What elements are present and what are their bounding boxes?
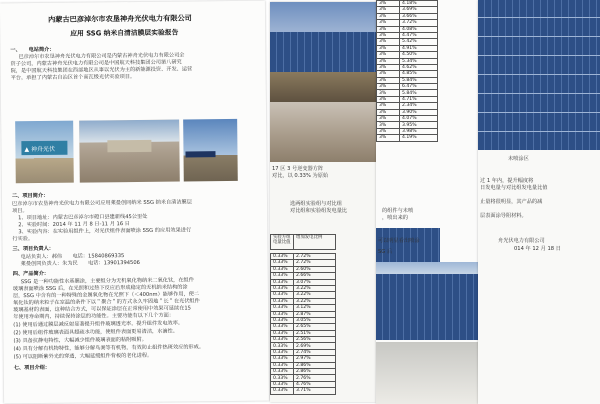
section2-line: 项目。 — [12, 208, 28, 215]
panel-closeup-photo — [478, 0, 600, 150]
increase-cell: 2.86% — [294, 362, 336, 368]
ratio-cell: 0.33% — [271, 279, 294, 285]
section4-line: (2) 使用后组件玻璃表面具超疏水功能，使组件表面更易清洁，水滴性。 — [13, 328, 179, 337]
table-header-cell: 实验方组电量比值 — [271, 235, 294, 250]
ratio-cell: 0.33% — [271, 330, 294, 336]
section4-line: 层，SSG 中含有的一种特殊的金属氧化物在光照下（＜400nm）能够作用，使二 — [12, 291, 200, 300]
signature-company: 舟光伏电力有限公司 — [498, 238, 545, 244]
section4-line: (1) 使用后通过膜层减反射显著提升组件玻璃透光率，提升组件发电效率。 — [13, 320, 184, 329]
ratio-cell: 3% — [377, 13, 400, 19]
section2-line: 2、实验时间：2014 年 11 月 8 日-11 月 16 日 — [18, 221, 130, 229]
ratio-cell: 3% — [377, 64, 400, 70]
increase-cell: 4.07% — [400, 116, 438, 122]
increase-cell: 3.90% — [400, 109, 438, 115]
increase-cell: 4.62% — [400, 64, 438, 70]
ratio-cell: 3% — [377, 7, 400, 13]
increase-cell: 4.08% — [400, 26, 438, 32]
compare-line: 选两组实验组与对比组 — [290, 201, 342, 207]
increase-cell: 2.72% — [294, 254, 336, 260]
coating-photo-3 — [376, 342, 478, 404]
report-page-3 — [376, 0, 478, 404]
section1-line: 院，是中国航天科技集团在西部地区从事以光伏为主的新能源投资、开发、运营 — [10, 66, 193, 75]
section4-line: (5) 可以阻断紫外光的穿透，大幅延缓组件背板的老化进程。 — [13, 352, 153, 361]
increase-cell: 3.22% — [294, 285, 336, 291]
section-heading: 七、项目介绍： — [13, 364, 51, 372]
fragment-line: 对比，以 0.33% 为原始 — [272, 173, 329, 179]
section2-line: 1、项目地址：内蒙古巴彦淖尔市磴口县建新线45公里处 — [18, 213, 148, 222]
fragment-line: 17 区 3 号逆变器方阵 — [272, 166, 324, 172]
increase-cell: 4.91% — [400, 45, 438, 51]
note-line: 过 1 年内，提升幅度将 — [480, 178, 534, 184]
section1-line: 资子公司，内蒙古神舟光伏电力有限公司是中国航天科技集团公司第八研究 — [10, 59, 182, 68]
increase-cell: 4.76% — [294, 381, 336, 387]
contact-line: 电站负责人：郝伟 电话：15840869335 — [20, 253, 125, 261]
increase-cell: 4.19% — [400, 135, 438, 141]
panel-photo-top — [270, 2, 376, 102]
caption-line: 的组件与未喷 — [382, 208, 414, 214]
ratio-cell: 0.33% — [271, 292, 294, 298]
ratio-cell: 0.33% — [271, 356, 294, 362]
ratio-cell: 3% — [377, 116, 400, 122]
increase-cell: 3.12% — [294, 305, 336, 311]
increase-cell: 4.85% — [400, 71, 438, 77]
caption-line: 可以明显看出喷涂 — [378, 238, 420, 244]
ratio-cell: 0.33% — [271, 324, 294, 330]
ratio-cell: 3% — [377, 32, 400, 38]
caption-line: SG 后 — [378, 249, 393, 255]
section3-heading: 三、项目负责人： — [12, 245, 55, 253]
ratio-cell: 0.33% — [271, 362, 294, 368]
section4-heading: 四、产品简介： — [12, 270, 50, 278]
ratio-cell: 0.33% — [271, 254, 294, 260]
ratio-cell: 0.33% — [271, 349, 294, 355]
ratio-cell: 3% — [377, 1, 400, 7]
increase-cell: 2.74% — [294, 349, 336, 355]
increase-cell: 2.51% — [294, 330, 336, 336]
ratio-cell: 3% — [377, 128, 400, 134]
section1-line: 巴彦淖尔市农垦神舟光伏电力有限公司是内蒙古神舟光伏电力有限公司全 — [18, 52, 185, 61]
increase-cell: 6.47% — [400, 84, 438, 90]
coating-photo-2 — [376, 262, 478, 340]
increase-cell: 3.05% — [294, 317, 336, 323]
table-header-row — [271, 235, 336, 250]
section4-line: (3) 具备抗静电特性，大幅减少组件玻璃表面的粘附吸附。 — [13, 336, 147, 345]
ratio-cell: 0.33% — [271, 298, 294, 304]
ratio-cell: 3% — [377, 90, 400, 96]
ratio-cell: 0.33% — [271, 285, 294, 291]
increase-cell: 5.42% — [400, 39, 438, 45]
increase-cell: 2.65% — [294, 324, 336, 330]
ratio-cell: 0.33% — [271, 369, 294, 375]
increase-cell: 2.76% — [294, 375, 336, 381]
contact-line: 莱曼创同负责人：朱为民 电话：13901394506 — [20, 259, 140, 268]
note-line: 层表面涂导阻材料。 — [480, 213, 527, 219]
increase-cell: 3.22% — [294, 292, 336, 298]
ratio-cell: 3% — [377, 135, 400, 141]
caption-line: ，喷出来的 — [382, 215, 408, 221]
ratio-cell: 3% — [377, 71, 400, 77]
increase-cell: 3.72% — [400, 20, 438, 26]
section2-line: 行实验。 — [12, 236, 34, 243]
table-row — [377, 135, 438, 141]
ratio-cell: 3% — [377, 77, 400, 83]
ratio-cell: 0.33% — [271, 317, 294, 323]
ratio-cell: 0.33% — [271, 305, 294, 311]
building-sign: ▲ 神舟光伏 — [24, 145, 56, 154]
note-line: 止量将很明显，其产品的减 — [480, 199, 543, 205]
ratio-cell: 3% — [377, 109, 400, 115]
ratio-cell: 3% — [377, 103, 400, 109]
section4-line: 氧化钛的纳米粒子在室温的条件下以＂聚合＂的方式永久牢固地＂长＂在光伏组件 — [13, 298, 200, 307]
increase-cell: 5.84% — [400, 77, 438, 83]
ratio-cell: 0.33% — [271, 381, 294, 387]
ratio-cell: 0.33% — [271, 343, 294, 349]
section1-line: 平台，承担了内蒙古自治区首个高瓦级光伏实验项目。 — [10, 73, 136, 82]
ratio-cell: 0.33% — [271, 266, 294, 272]
increase-cell: 5.34% — [400, 58, 438, 64]
increase-cell: 3.71% — [294, 388, 336, 394]
ratio-cell: 3% — [377, 58, 400, 64]
note-line: 日发电量与对比组发电量比值 — [480, 185, 548, 191]
section2-line: 巴彦淖尔市农垦神舟光伏电力有限公司应用莱曼创同纳米 SSG 纳米自清洁膜层 — [11, 199, 192, 208]
photo-caption: 未喷涂区 — [508, 156, 529, 162]
section4-line: (4) 具有分解有机物特性，能够分解鸟粪等有机物，有效防止组件热斑效应的形成。 — [13, 344, 205, 353]
increase-cell: 2.56% — [294, 337, 336, 343]
ratio-cell: 0.33% — [271, 388, 294, 394]
section4-line: 年使用寿命期内，持续保持涂层的功能性。主要功能有以下几个方面： — [13, 312, 175, 321]
ratio-cell: 3% — [377, 20, 400, 26]
company-title: 内蒙古巴彦淖尔市农垦神舟光伏电力有限公司 — [48, 13, 192, 24]
ratio-cell: 0.33% — [271, 311, 294, 317]
increase-cell: 2.86% — [294, 369, 336, 375]
ratio-cell: 0.33% — [271, 337, 294, 343]
increase-cell: 3.66% — [400, 13, 438, 19]
increase-cell: 2.87% — [294, 311, 336, 317]
increase-cell: 4.50% — [400, 52, 438, 58]
result-table-left — [270, 234, 336, 250]
section4-line: 玻璃基材的表面，这种结合方式，可以保证涂层在正常使用中效果可延续在15 — [13, 305, 191, 314]
increase-cell: 3.69% — [400, 7, 438, 13]
increase-cell: 2.72% — [294, 260, 336, 266]
report-page-4 — [478, 0, 600, 404]
ratio-cell: 3% — [377, 96, 400, 102]
station-photo-3 — [183, 119, 238, 182]
ratio-cell: 3% — [377, 39, 400, 45]
increase-cell: 4.71% — [400, 96, 438, 102]
report-page-2 — [270, 2, 376, 402]
increase-cell: 2.60% — [294, 266, 336, 272]
report-page-1 — [0, 1, 269, 404]
ratio-cell: 0.33% — [271, 260, 294, 266]
station-photo-1 — [15, 121, 74, 184]
result-table-body — [270, 253, 336, 395]
section2-heading: 二、项目简介： — [11, 192, 49, 200]
ratio-cell: 0.33% — [271, 273, 294, 279]
ground-photo — [270, 102, 376, 162]
increase-cell: 4.47% — [400, 32, 438, 38]
ratio-cell: 3% — [377, 26, 400, 32]
increase-cell: 4.18% — [400, 1, 438, 7]
ratio-cell: 0.33% — [271, 375, 294, 381]
section1-heading: 一、 电站简介： — [10, 46, 55, 54]
coating-photo-1 — [376, 228, 440, 262]
increase-cell: 2.34% — [400, 103, 438, 109]
result-table-right — [376, 0, 438, 142]
compare-line: 对比组和实验组发电量比 — [290, 208, 348, 214]
increase-cell: 2.97% — [294, 356, 336, 362]
increase-cell: 3.22% — [294, 298, 336, 304]
table-header-cell: 增加发电比例 — [294, 235, 336, 250]
increase-cell: 2.69% — [294, 343, 336, 349]
table-row — [271, 388, 336, 394]
ratio-cell: 3% — [377, 84, 400, 90]
section4-line: SSG 是一种功能性水基膜涂，主要组分为无机氧化物纳米二氧化钛，在组件 — [20, 277, 194, 286]
section2-line: 3、实验内容：在实验用组件上，对光伏组件表面喷涂 SSG 的应用效果进行 — [18, 227, 192, 236]
ratio-cell: 3% — [377, 122, 400, 128]
report-title: 应用 SSG 纳米自清洁膜层实验报告 — [70, 28, 179, 38]
increase-cell: 3.07% — [294, 279, 336, 285]
increase-cell: 2.66% — [294, 273, 336, 279]
ratio-cell: 3% — [377, 45, 400, 51]
increase-cell: 3.95% — [400, 122, 438, 128]
section4-line: 玻璃表面喷涂 SSG 后，在光照和过热下反应后形成稳定的无机纳米结构的涂 — [12, 284, 188, 293]
increase-cell: 5.84% — [400, 90, 438, 96]
ratio-cell: 3% — [377, 52, 400, 58]
increase-cell: 3.98% — [400, 128, 438, 134]
signature-date: 014 年 12 月 18 日 — [514, 246, 561, 252]
station-photo-2 — [79, 120, 180, 183]
